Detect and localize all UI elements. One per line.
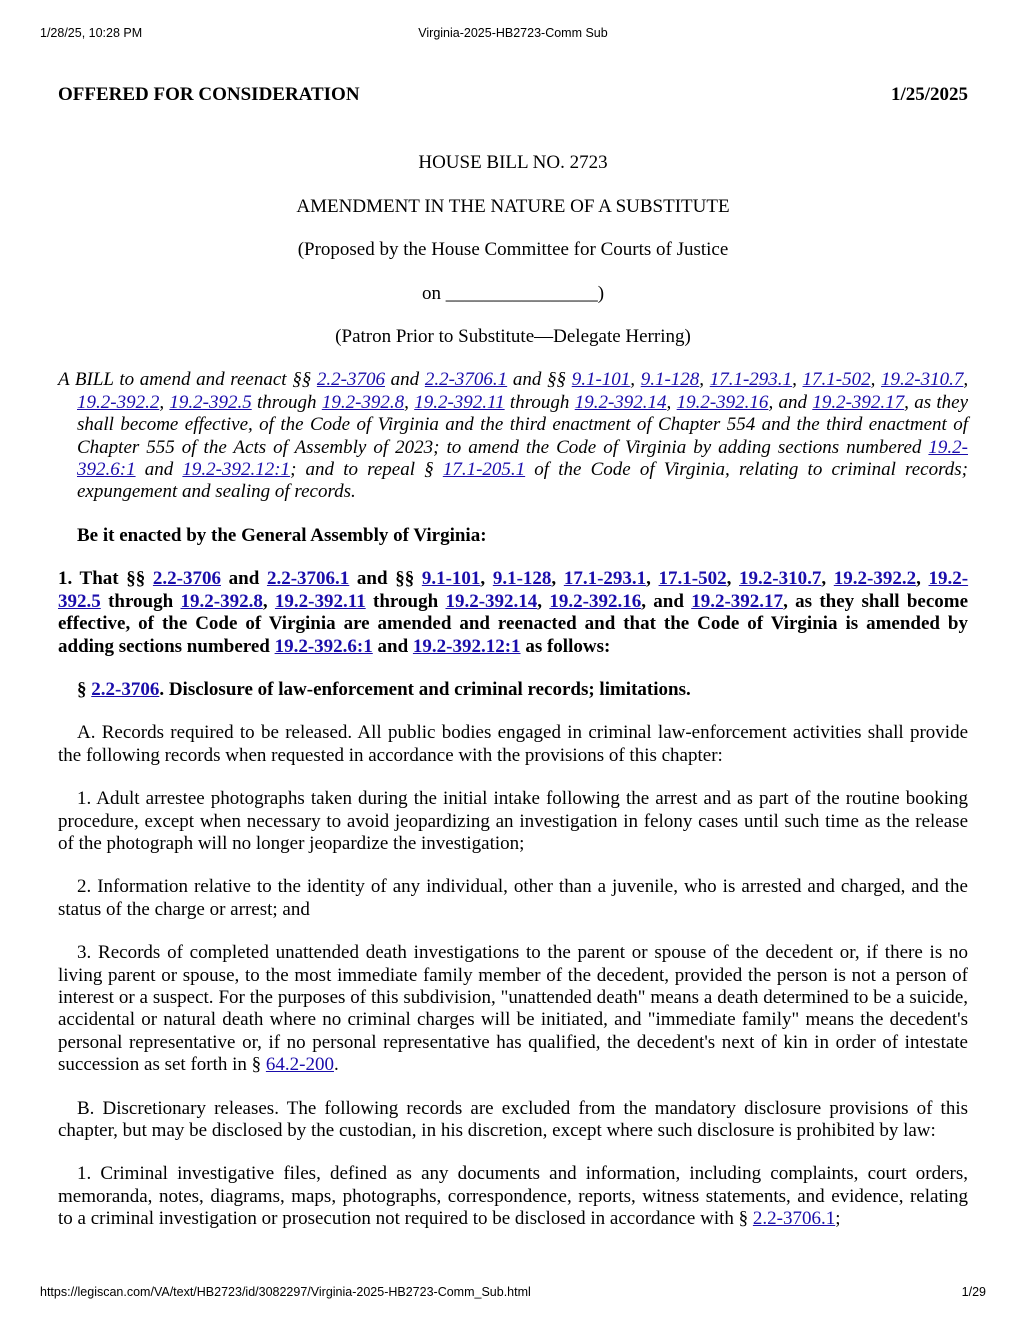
paragraph-a2: 2. Information relative to the identity of any individual, other than a juvenile, who is arrested and charged, and the status of the charge or arrest; and [58,876,968,920]
code-link[interactable]: 17.1-502 [658,568,727,590]
code-link[interactable]: 19.2-392.16 [549,590,642,612]
bill-title-paragraph: A BILL to amend and reenact §§ 2.2-3706 and 2.2-3706.1 and §§ 9.1-101, 9.1-128, 17.1-293.1, 17.1-502, 19.2-310.7, 19.2-392.2, 19.2-392.5 through 19.2-392.8, 19.2-392.11 through 19.2-392.14, 19.2-392.16, and 19.2-392.17, as they shall become effective, of the Code of Virginia and the third enactment of Chapter 554 and the third enactment of Chapter 555 of the Acts of Assembly of 2023; to amend the Code of Virginia by adding sections numbered 19.2-392.6:1 and 19.2-392.12:1; and to repeal § 17.1-205.1 of the Code of Virginia, relating to criminal records; expungement and sealing of records. [58,369,969,503]
code-link[interactable]: 19.2-392.2 [833,568,917,590]
paragraph-b1: 1. Criminal investigative files, defined as any documents and information, including complaints, court orders, memoranda, notes, diagrams, maps, photographs, correspondence, reports, witness statements, and evidence, relating to a criminal investigation or prosecution not required to be disclosed in accordance with § 2.2-3706.1; [58,1163,968,1230]
code-link[interactable]: 19.2-392.8 [321,391,405,413]
code-link[interactable]: 19.2-310.7 [881,369,964,391]
page-number: 1/29 [961,1285,986,1299]
offered-date: 1/25/2025 [890,84,968,105]
code-link[interactable]: 19.2-310.7 [739,568,822,590]
code-link[interactable]: 19.2-392.17 [812,391,905,413]
paragraph-b: B. Discretionary releases. The following records are excluded from the mandatory disclosure provisions of this chapter, but may be disclosed by the custodian, in his discretion, except where such disclosure is prohibited by law: [58,1097,968,1141]
paragraph-a1: 1. Adult arrestee photographs taken during the initial intake following the arrest and as part of the routine booking procedure, except when necessary to avoid jeopardizing an investigation in felony cases until such time as the release of the photograph will no longer jeopardize the investigation; [58,788,968,854]
document-body [58,84,968,1231]
section-one-paragraph: 1. That §§ 2.2-3706 and 2.2-3706.1 and §§ 9.1-101, 9.1-128, 17.1-293.1, 17.1-502, 19.2-310.7, 19.2-392.2, 19.2-392.5 through 19.2-392.8, 19.2-392.11 through 19.2-392.14, 19.2-392.16, and 19.2-392.17, as they shall become effective, of the Code of Virginia are amended and reenacted and that the Code of Virginia is amended by adding sections numbered 19.2-392.6:1 and 19.2-392.12:1 as follows: [58,568,969,657]
paragraph-a: A. Records required to be released. All public bodies engaged in criminal law-enforcement activities shall provide the following records when requested in accordance with the provisions of this chapter: [58,722,968,766]
print-footer [40,1285,986,1301]
code-link[interactable]: 19.2-392.11 [274,590,366,612]
print-url: https://legiscan.com/VA/text/HB2723/id/3082297/Virginia-2025-HB2723-Comm_Sub.html [40,1285,531,1299]
code-link[interactable]: 19.2-392.17 [691,590,784,612]
code-link[interactable]: 2.2-3706.1 [266,568,350,590]
code-link[interactable]: 2.2-3706.1 [752,1208,836,1230]
code-link[interactable]: 17.1-293.1 [709,369,793,391]
amendment-title: AMENDMENT IN THE NATURE OF A SUBSTITUTE [296,195,730,217]
on-date-line: on ________________) [421,282,605,304]
code-link[interactable]: 19.2-392.6:1 [77,436,968,481]
proposed-by: (Proposed by the House Committee for Courts of Justice [297,239,729,261]
offered-label: OFFERED FOR CONSIDERATION [58,84,360,105]
code-link[interactable]: 64.2-200 [265,1054,334,1076]
bill-number: HOUSE BILL NO. 2723 [418,152,608,174]
code-link[interactable]: 9.1-101 [571,369,631,391]
offered-line [58,84,968,106]
code-link[interactable]: 2.2-3706 [152,568,221,590]
enacting-clause: Be it enacted by the General Assembly of Virginia: [77,524,487,546]
paragraph-a3: 3. Records of completed unattended death investigations to the parent or spouse of the decedent or, if there is no living parent or spouse, to the most immediate family member of the decedent, provided the person is not a person of interest or a suspect. For the purposes of this subdivision, "unattended death" means a death determined to be a suicide, accidental or natural death where no criminal charges will be initiated, and "immediate family" means the decedent's personal representative or, if no personal representative has qualified, the decedent's next of kin in order of intestate succession as set forth in § 64.2-200. [58,942,968,1076]
patron-line: (Patron Prior to Substitute—Delegate Herring) [335,326,691,348]
code-link[interactable]: 19.2-392.16 [676,391,769,413]
code-link[interactable]: 9.1-128 [492,568,552,590]
code-link[interactable]: 2.2-3706.1 [424,369,508,391]
code-link[interactable]: 19.2-392.2 [77,391,160,413]
code-link[interactable]: 19.2-392.5 [58,568,969,612]
code-link[interactable]: 9.1-128 [640,369,700,391]
code-link[interactable]: 17.1-205.1 [442,459,526,481]
code-link[interactable]: 9.1-101 [421,568,481,590]
code-link[interactable]: 19.2-392.12:1 [412,635,521,657]
code-link[interactable]: 2.2-3706 [316,369,385,391]
code-link[interactable]: 2.2-3706 [91,678,160,700]
print-header [40,26,986,42]
print-title: Virginia-2025-HB2723-Comm Sub [418,26,608,40]
code-link[interactable]: 19.2-392.14 [445,590,538,612]
code-link[interactable]: 19.2-392.5 [169,391,252,413]
code-link[interactable]: 17.1-502 [802,369,871,391]
section-heading: § 2.2-3706. Disclosure of law-enforcement and criminal records; limitations. [77,678,691,700]
code-link[interactable]: 19.2-392.11 [414,391,505,413]
code-link[interactable]: 19.2-392.6:1 [274,635,373,657]
code-link[interactable]: 19.2-392.14 [574,391,667,413]
code-link[interactable]: 19.2-392.12:1 [182,459,291,481]
print-datetime: 1/28/25, 10:28 PM [40,26,143,40]
code-link[interactable]: 19.2-392.8 [180,590,263,612]
code-link[interactable]: 17.1-293.1 [563,568,647,590]
